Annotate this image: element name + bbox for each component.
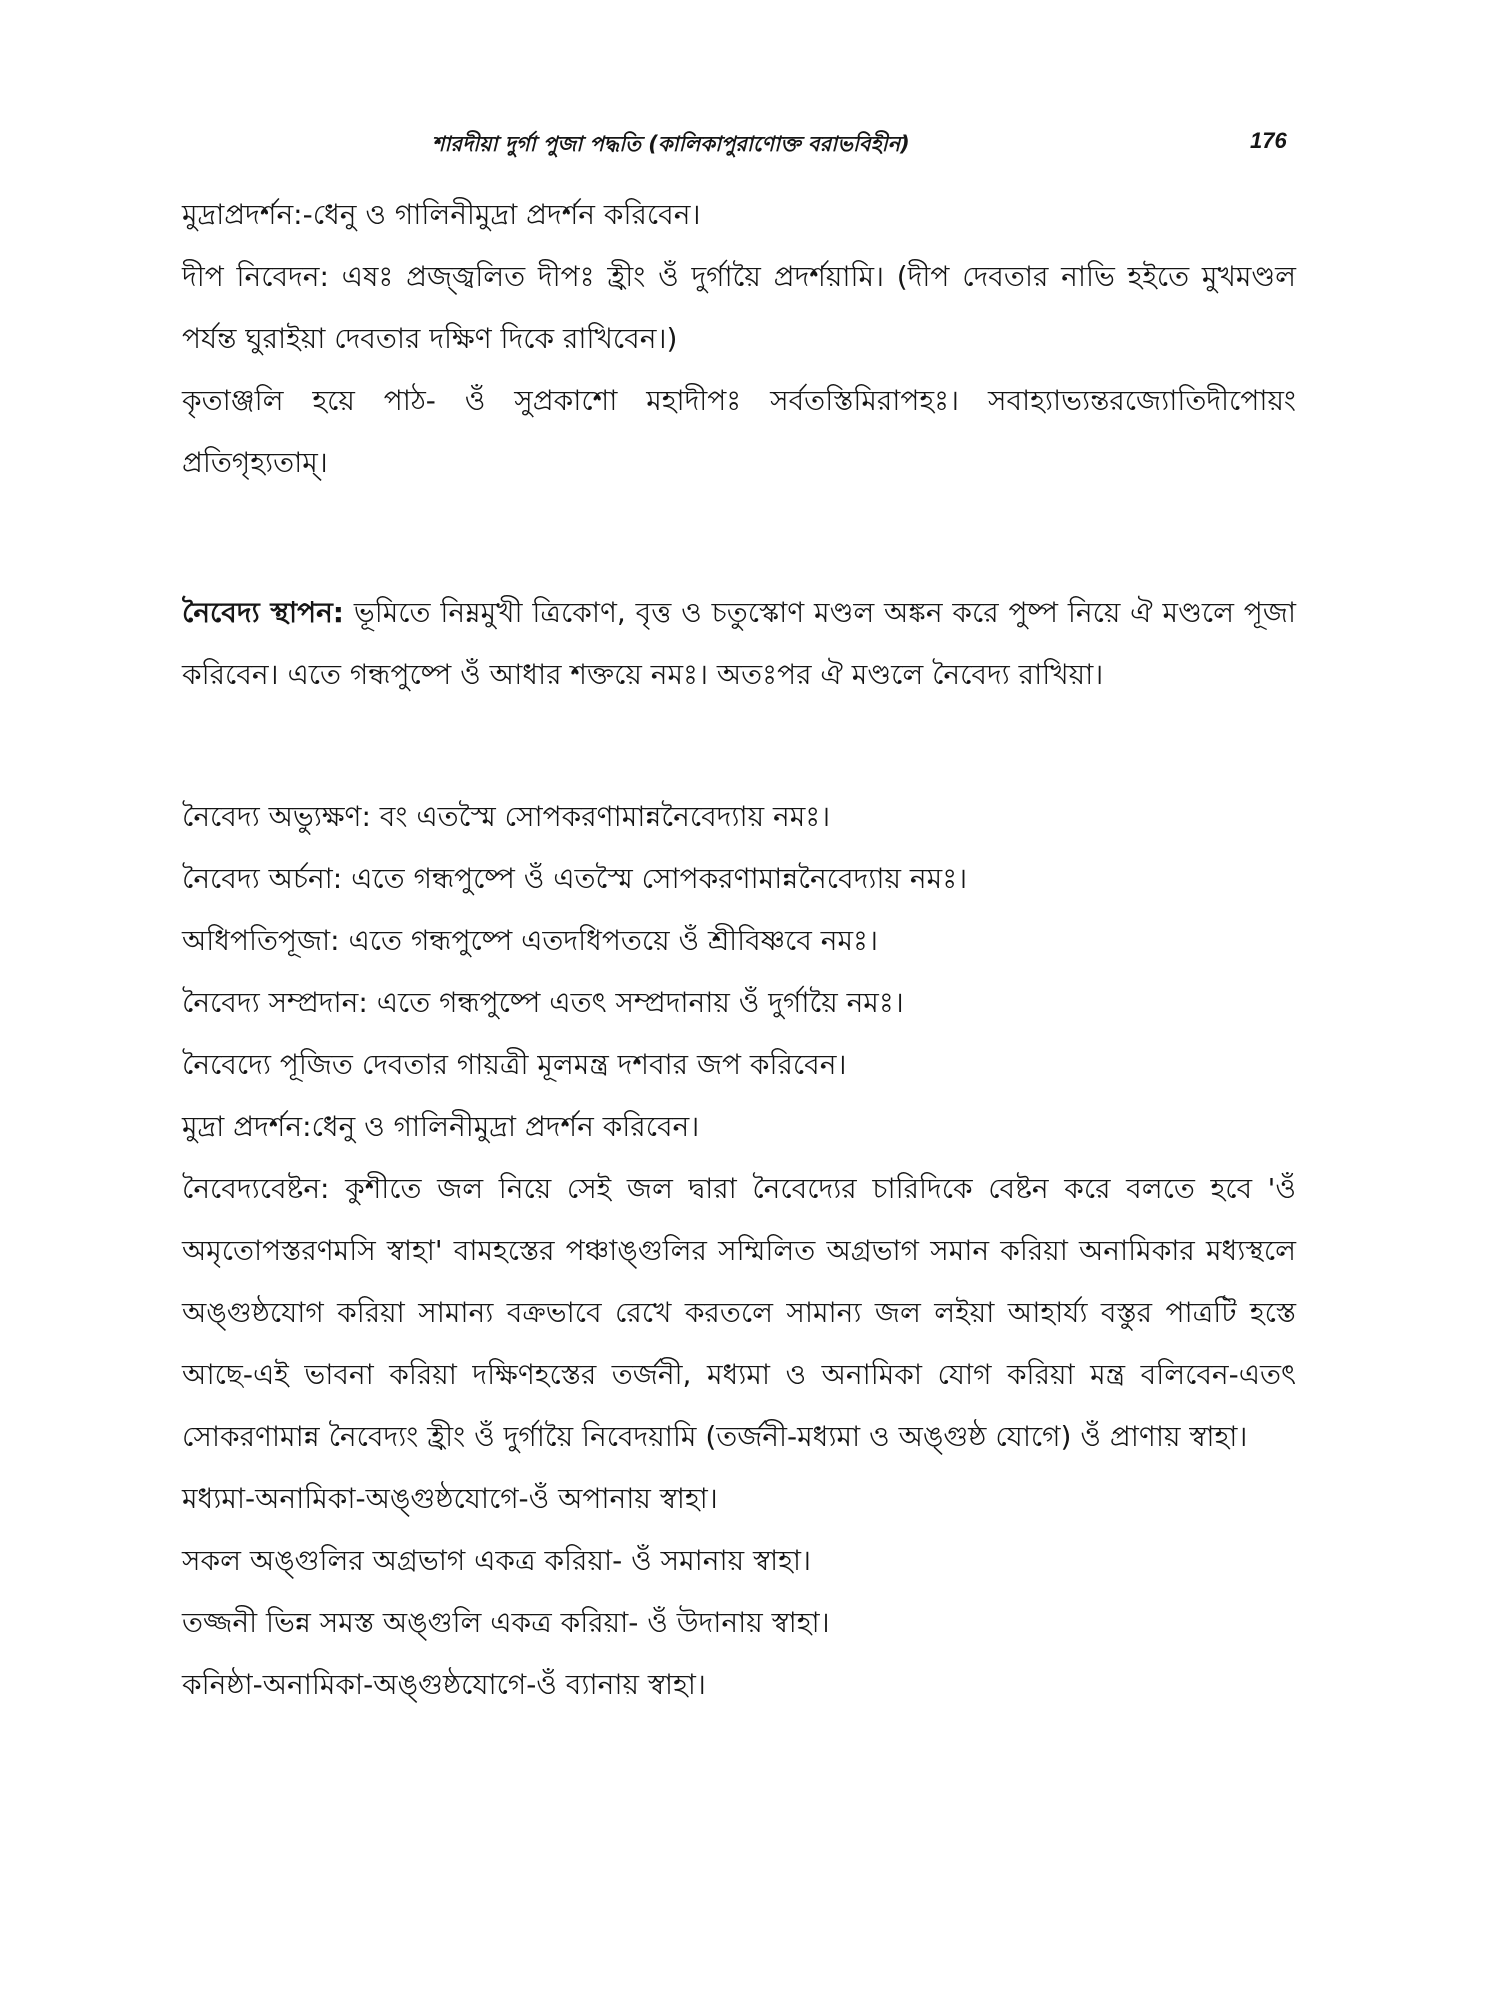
veshtan-paragraph: নৈবেদ্যবেষ্টন: কুশীতে জল নিয়ে সেই জল দ্বারা নৈবেদ্যের চারিদিকে বেষ্টন করে বলতে হবে 'ওঁ অমৃতোপস্তরণমসি স্বাহা' বামহস্তের পঞ্চাঙ্গুলির সম্মিলিত অগ্রভাগ সমান করিয়া অনামিকার মধ্যস্থলে অঙ্গুষ্ঠযোগ করিয়া সামান্য বক্রভাবে রেখে করতলে সামান্য জল লইয়া আহার্য্য বস্তুর পাত্রটি হস্তে আছে-এই ভাবনা করিয়া দক্ষিণহস্তের তর্জনী, মধ্যমা ও অনামিকা যোগ করিয়া মন্ত্র বলিবেন-এতৎ সোকরণামান্ন নৈবেদ্যং হ্রীং ওঁ দুর্গায়ৈ নিবেদয়ামি (তর্জনী-মধ্যমা ও অঙ্গুষ্ঠ যোগে) ওঁ প্রাণায় স্বাহা। bbox=[182, 1172, 1296, 1453]
dip-paragraph bbox=[182, 246, 1296, 370]
kritanjali-paragraph: কৃতাঞ্জলি হয়ে পাঠ- ওঁ সুপ্রকাশো মহাদীপঃ সর্বতস্তিমিরাপহঃ। সবাহ্যাভ্যন্তরজ্যোতিদীপোয়ং প্রতিগৃহ্যতাম্। bbox=[182, 384, 1296, 479]
sthapan-term: নৈবেদ্য স্থাপন: bbox=[182, 596, 344, 629]
mudra-line bbox=[182, 184, 1296, 246]
sthapan-paragraph bbox=[182, 582, 1296, 706]
page-number: 176 bbox=[1250, 128, 1287, 153]
section-naivedya-puja bbox=[182, 786, 1296, 1716]
puja-line: নৈবেদ্য সম্প্রদান: এতে গন্ধপুষ্পে এতৎ সম্প্রদানায় ওঁ দুর্গায়ৈ নমঃ। bbox=[182, 986, 904, 1019]
puja-line: নৈবেদ্য অর্চনা: এতে গন্ধপুষ্পে ওঁ এতস্মৈ সোপকরণামান্ননৈবেদ্যায় নমঃ। bbox=[182, 862, 968, 895]
section-dip-nivedan bbox=[182, 184, 1296, 494]
running-header-title: শারদীয়া দুর্গা পুজা পদ্ধতি (কালিকাপুরাণোক্ত বরাভবিহীন) bbox=[432, 132, 910, 156]
closing-line: সকল অঙ্গুলির অগ্রভাগ একত্র করিয়া- ওঁ সমানায় স্বাহা। bbox=[182, 1544, 811, 1577]
mudra-term: মুদ্রাপ্রদর্শন:- bbox=[182, 198, 313, 231]
closing-line: কনিষ্ঠা-অনামিকা-অঙ্গুষ্ঠযোগে-ওঁ ব্যানায় স্বাহা। bbox=[182, 1668, 706, 1701]
closing-line: তজ্জনী ভিন্ন সমস্ত অঙ্গুলি একত্র করিয়া- ওঁ উদানায় স্বাহা। bbox=[182, 1606, 830, 1639]
dip-text: এষঃ প্রজ্জ্বলিত দীপঃ হ্রীং ওঁ দুর্গায়ৈ প্রদর্শয়ামি। (দীপ দেবতার নাভি হইতে মুখমণ্ডল পর্যন্ত ঘুরাইয়া দেবতার দক্ষিণ দিকে রাখিবেন।) bbox=[182, 260, 1296, 355]
puja-line: নৈবেদ্যে পূজিত দেবতার গায়ত্রী মূলমন্ত্র দশবার জপ করিবেন। bbox=[182, 1048, 847, 1081]
section-naivedya-sthapan bbox=[182, 582, 1296, 706]
dip-term: দীপ নিবেদন: bbox=[182, 260, 329, 293]
puja-line: মুদ্রা প্রদর্শন:ধেনু ও গালিনীমুদ্রা প্রদর্শন করিবেন। bbox=[182, 1110, 700, 1143]
puja-line: নৈবেদ্য অভ্যুক্ষণ: বং এতস্মৈ সোপকরণামান্ননৈবেদ্যায় নমঃ। bbox=[182, 800, 831, 833]
puja-line: অধিপতিপূজা: এতে গন্ধপুষ্পে এতদধিপতয়ে ওঁ শ্রীবিষ্ণবে নমঃ। bbox=[182, 924, 878, 957]
sthapan-text: ভূমিতে নিম্নমুখী ত্রিকোণ, বৃত্ত ও চতুস্কোণ মণ্ডল অঙ্কন করে পুষ্প নিয়ে ঐ মণ্ডলে পূজা করিবেন। এতে গন্ধপুষ্পে ওঁ আধার শক্তয়ে নমঃ। অতঃপর ঐ মণ্ডলে নৈবেদ্য রাখিয়া। bbox=[182, 596, 1296, 691]
closing-line: মধ্যমা-অনামিকা-অঙ্গুষ্ঠযোগে-ওঁ অপানায় স্বাহা। bbox=[182, 1482, 718, 1515]
mudra-text: ধেনু ও গালিনীমুদ্রা প্রদর্শন করিবেন। bbox=[312, 198, 701, 231]
